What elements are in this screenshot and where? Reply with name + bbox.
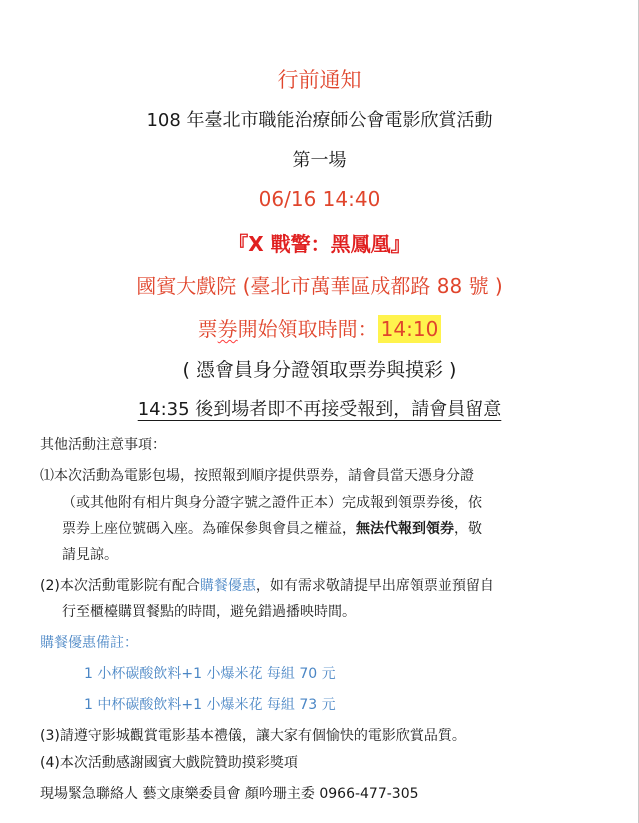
late-notice: 14:35 後到場者即不再接受報到，請會員留意 <box>137 399 502 420</box>
event-datetime: 06/16 14:40 <box>258 187 381 211</box>
ticket-note: ( 憑會員身分證領取票券與摸彩 ) <box>182 359 457 381</box>
no-proxy-notice: 無法代報到領券 <box>356 521 454 537</box>
note-3: (3)請遵守影城觀賞電影基本禮儀，讓大家有個愉快的電影欣賞品質。 <box>40 728 466 744</box>
ticket-pickup-time <box>0 313 639 342</box>
notes-heading: 其他活動注意事項： <box>40 437 166 453</box>
note-2-line-2: 行至櫃檯購買餐點的時間，避免錯過播映時間。 <box>62 604 356 620</box>
meal-heading: 購餐優惠備註： <box>40 635 138 651</box>
meal-option-1: 1 小杯碳酸飲料+1 小爆米花 每組 70 元 <box>84 666 336 682</box>
ticket-time-label: 開始領取時間： <box>237 317 378 341</box>
venue-address: 國賓大戲院 (臺北市萬華區成都路 88 號 ) <box>136 274 503 298</box>
meal-discount-link[interactable]: 購餐優惠 <box>199 578 256 594</box>
meal-option-2: 1 中杯碳酸飲料+1 小爆米花 每組 73 元 <box>84 697 336 713</box>
ticket-time-value: 14:10 <box>378 315 442 343</box>
notice-title: 行前通知 <box>277 68 362 92</box>
event-title: 108 年臺北市職能治療師公會電影欣賞活動 <box>146 110 493 131</box>
ticket-time-prefix: 票券 <box>197 317 238 341</box>
note-1-line-2: （或其他附有相片與身分證字號之證件正本）完成報到領票券後，依 <box>62 495 482 511</box>
emergency-contact: 現場緊急聯絡人 藝文康樂委員會 顏吟珊主委 0966-477-305 <box>40 786 419 802</box>
note-1-line-4: 請見諒。 <box>62 547 118 563</box>
note-4: (4)本次活動感謝國賓大戲院贊助摸彩獎項 <box>40 755 298 771</box>
note-2-line-1: (2)本次活動電影院有配合購餐優惠，如有需求敬請提早出席領票並預留自 <box>40 578 494 594</box>
movie-title: 『X 戰警：黑鳳凰』 <box>228 232 411 256</box>
session-label: 第一場 <box>292 150 347 171</box>
note-1-line-1: ⑴本次活動為電影包場，按照報到順序提供票券，請會員當天憑身分證 <box>40 468 474 484</box>
note-1-line-3: 票券上座位號碼入座。為確保參與會員之權益，無法代報到領券，敬 <box>62 521 482 537</box>
